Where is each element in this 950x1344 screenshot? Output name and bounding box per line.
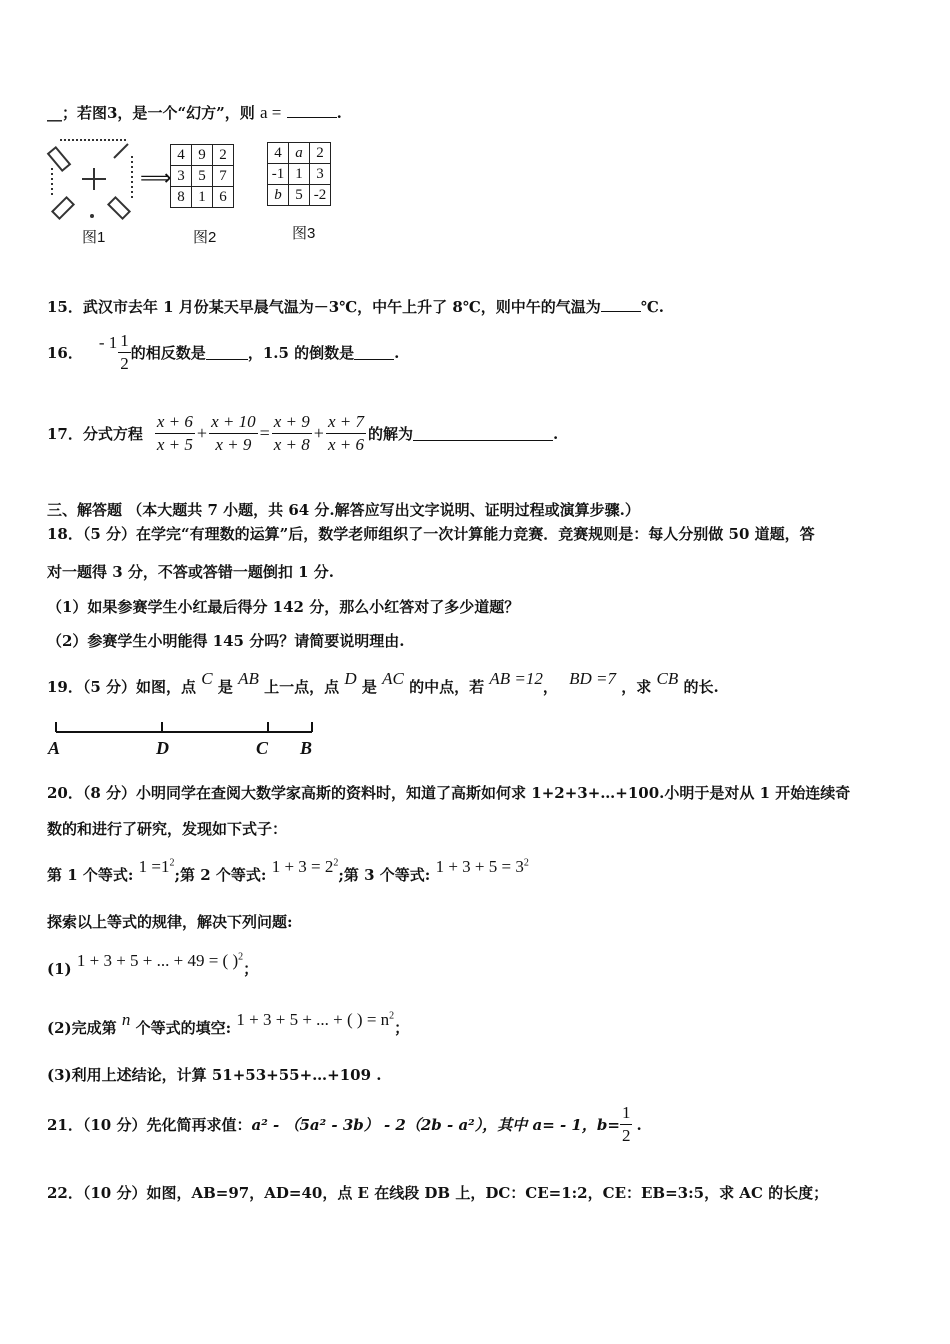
q20-sub1 bbox=[47, 951, 259, 979]
q21-text: 21．（10 分）先化简再求值： bbox=[47, 1116, 252, 1134]
q17-plus2: + bbox=[313, 423, 324, 443]
q19-var-c: C bbox=[201, 669, 213, 688]
q20-s1-label: (1) bbox=[47, 960, 72, 978]
q16-blank2[interactable] bbox=[354, 345, 394, 360]
q21-fraction bbox=[620, 1102, 633, 1147]
q20-s2-expr bbox=[236, 1010, 394, 1029]
q16-tail: . bbox=[394, 343, 400, 362]
grid2-cell: 5 bbox=[192, 166, 213, 187]
q19-var-ab: AB bbox=[238, 669, 259, 688]
section-3-heading: 三、解答题 （本大题共 7 小题，共 64 分.解答应写出文字说明、证明过程或演算步骤.） bbox=[47, 501, 640, 519]
grid3-cell: b bbox=[268, 185, 289, 206]
q20-eq2 bbox=[272, 857, 339, 876]
q18-part1: （1）如果参赛学生小红最后得分 142 分，那么小红答对了多少道题？ bbox=[47, 598, 520, 616]
figure1-label: 图1 bbox=[82, 229, 106, 246]
q20-eq3 bbox=[436, 857, 529, 876]
q21-line bbox=[47, 1102, 642, 1147]
q20-sub3: (3)利用上述结论，计算 51+53+55+…+109 . bbox=[47, 1066, 382, 1084]
q20-s1-body: 1 + 3 + 5 + ... + 49 = ( ) bbox=[76, 951, 239, 970]
q19-sep: ， bbox=[542, 678, 558, 696]
q15-answer-blank[interactable] bbox=[601, 297, 641, 312]
grid2-cell: 1 bbox=[192, 187, 213, 208]
q20-sub2 bbox=[47, 1010, 410, 1038]
q20-s2-exp: 2 bbox=[389, 1010, 395, 1022]
q19-cond2: BD =7 bbox=[569, 669, 616, 688]
figure1-pattern bbox=[44, 134, 144, 224]
point-c-label: C bbox=[256, 738, 269, 758]
grid2-cell: 6 bbox=[213, 187, 234, 208]
q16-frac-num: 1 bbox=[118, 330, 131, 353]
figure3-label: 图3 bbox=[292, 225, 316, 242]
q20-equations bbox=[47, 857, 529, 885]
q20-s1-expr bbox=[77, 951, 243, 970]
q14-lead: __；若图3，是一个“幻方”，则 bbox=[47, 104, 255, 122]
q20-line1: 20．（8 分）小明同学在查阅大数学家高斯的资料时，知道了高斯如何求 1+2+3+…+100.小明于是对从 1 开始连续奇 bbox=[47, 784, 851, 802]
grid3-cell: -1 bbox=[268, 164, 289, 185]
point-b-label: B bbox=[300, 738, 313, 758]
q19-var-cb: CB bbox=[656, 669, 679, 688]
grid3-cell: 4 bbox=[268, 143, 289, 164]
q17-label: 17．分式方程 bbox=[47, 425, 143, 443]
q14-var: a = bbox=[259, 103, 282, 122]
q20-eq2-exp: 2 bbox=[333, 857, 339, 869]
q20-s2-mid: 个等式的填空: bbox=[135, 1019, 232, 1037]
q19-t5: 的中点，若 bbox=[409, 678, 485, 696]
q15-line bbox=[47, 296, 664, 317]
q22-line: 22．（10 分）如图，AB=97，AD=40，点 E 在线段 DB 上，DC：CE=1:2，CE：EB=3:5，求 AC 的长度； bbox=[47, 1184, 829, 1202]
q19-cond1: AB =12 bbox=[489, 669, 543, 688]
q17-frac2 bbox=[209, 411, 258, 456]
q19-t1: 19．（5 分）如图，点 bbox=[47, 678, 197, 696]
q16-line bbox=[47, 330, 399, 375]
q20-eq3-body: 1 + 3 + 5 = 3 bbox=[435, 857, 524, 876]
grid2-cell: 9 bbox=[192, 145, 213, 166]
q17-f3-den: x + 8 bbox=[273, 435, 310, 454]
q20-eq1-exp: 2 bbox=[169, 857, 175, 869]
q20-s2-body: 1 + 3 + 5 + ... + ( ) = n bbox=[236, 1010, 390, 1029]
q19-t3: 上一点，点 bbox=[264, 678, 340, 696]
q17-tail: . bbox=[552, 424, 559, 443]
grid3-cell: -2 bbox=[310, 185, 331, 206]
q20-eq2-body: 1 + 3 = 2 bbox=[271, 857, 334, 876]
point-d-label: D bbox=[156, 738, 169, 758]
q14-tail: . bbox=[336, 104, 342, 122]
q17-frac3 bbox=[272, 411, 312, 456]
grid2-cell: 7 bbox=[213, 166, 234, 187]
q20-eq1-body: 1 =1 bbox=[138, 857, 170, 876]
q19-t4: 是 bbox=[361, 678, 377, 696]
grid2-cell: 8 bbox=[171, 187, 192, 208]
q20-s2-n: n bbox=[121, 1010, 131, 1029]
q17-f1-num: x + 6 bbox=[155, 411, 195, 434]
q21-frac-den: 2 bbox=[621, 1126, 631, 1145]
q16-blank1[interactable] bbox=[206, 345, 248, 360]
q20-eq3-label: ;第 3 个等式: bbox=[338, 866, 431, 884]
q21-expr: a² - （5a² - 3b） - 2（2b - a²），其中 a= - 1，b= bbox=[251, 1116, 620, 1134]
q14-answer-blank[interactable] bbox=[287, 103, 337, 118]
q20-eq3-exp: 2 bbox=[523, 857, 529, 869]
grid2-cell: 3 bbox=[171, 166, 192, 187]
figure2-magic-square bbox=[170, 144, 234, 208]
q17-equals: = bbox=[259, 423, 270, 443]
q17-frac1 bbox=[155, 411, 195, 456]
q17-f3-num: x + 9 bbox=[272, 411, 312, 434]
q20-eq1-label: 第 1 个等式: bbox=[47, 866, 134, 884]
q17-text: 的解为 bbox=[367, 425, 413, 443]
q21-tail: . bbox=[636, 1115, 642, 1134]
grid3-cell: 5 bbox=[289, 185, 310, 206]
q17-f1-den: x + 5 bbox=[156, 435, 193, 454]
q20-eq2-label: ;第 2 个等式: bbox=[174, 866, 267, 884]
grid3-cell: 1 bbox=[289, 164, 310, 185]
q20-s2-tail: ； bbox=[394, 1019, 410, 1037]
q20-s2-label: (2)完成第 bbox=[47, 1019, 117, 1037]
q17-line bbox=[47, 411, 558, 456]
figure2-label: 图2 bbox=[193, 229, 217, 246]
figure3-magic-square bbox=[267, 142, 331, 206]
point-a-label: A bbox=[48, 738, 61, 758]
q19-segment-diagram bbox=[50, 718, 320, 738]
q16-fraction bbox=[118, 330, 131, 375]
q18-part2: （2）参赛学生小明能得 145 分吗？请简要说明理由. bbox=[47, 632, 405, 650]
q17-f2-den: x + 9 bbox=[215, 435, 252, 454]
q17-f4-num: x + 7 bbox=[326, 411, 366, 434]
q17-plus1: + bbox=[196, 423, 208, 443]
q19-t2: 是 bbox=[217, 678, 233, 696]
q18-line2: 对一题得 3 分，不答或答错一题倒扣 1 分. bbox=[47, 563, 334, 581]
q19-t7: 的长. bbox=[683, 678, 719, 696]
grid3-cell: 2 bbox=[310, 143, 331, 164]
arrow-icon: ⟹ bbox=[140, 166, 172, 191]
q20-s1-tail: ； bbox=[243, 960, 259, 978]
q20-line2: 数的和进行了研究，发现如下式子： bbox=[47, 820, 288, 838]
grid2-cell: 4 bbox=[171, 145, 192, 166]
q17-f4-den: x + 6 bbox=[327, 435, 364, 454]
q20-explore: 探索以上等式的规律，解决下列问题: bbox=[47, 913, 293, 931]
q14-line bbox=[47, 102, 342, 123]
q19-var-ac: AC bbox=[382, 669, 404, 688]
q17-f2-num: x + 10 bbox=[209, 411, 258, 434]
q19-t6: ，求 bbox=[621, 678, 652, 696]
q16-text1: 的相反数是 bbox=[130, 344, 206, 362]
q19-var-d: D bbox=[344, 669, 357, 688]
q17-answer-blank[interactable] bbox=[413, 426, 553, 441]
q21-frac-num: 1 bbox=[620, 1102, 633, 1125]
grid2-cell: 2 bbox=[213, 145, 234, 166]
q20-eq1 bbox=[139, 857, 175, 876]
q19-line bbox=[47, 669, 719, 697]
grid3-cell: a bbox=[289, 143, 310, 164]
q18-line1: 18．（5 分）在学完“有理数的运算”后，数学老师组织了一次计算能力竞赛．竞赛规则是：每人分别做 50 道题，答 bbox=[47, 525, 815, 543]
q16-num: 16． bbox=[47, 344, 83, 362]
q16-frac-den: 2 bbox=[120, 354, 129, 373]
q20-s1-exp: 2 bbox=[238, 951, 244, 963]
q15-text: 15．武汉市去年 1 月份某天早晨气温为－3℃，中午上升了 8℃，则中午的气温为 bbox=[47, 298, 601, 316]
q16-text2: ，1.5 的倒数是 bbox=[247, 344, 355, 362]
q16-whole: - 1 bbox=[98, 332, 118, 352]
q15-tail: ℃. bbox=[640, 298, 665, 316]
q17-frac4 bbox=[326, 411, 366, 456]
grid3-cell: 3 bbox=[310, 164, 331, 185]
